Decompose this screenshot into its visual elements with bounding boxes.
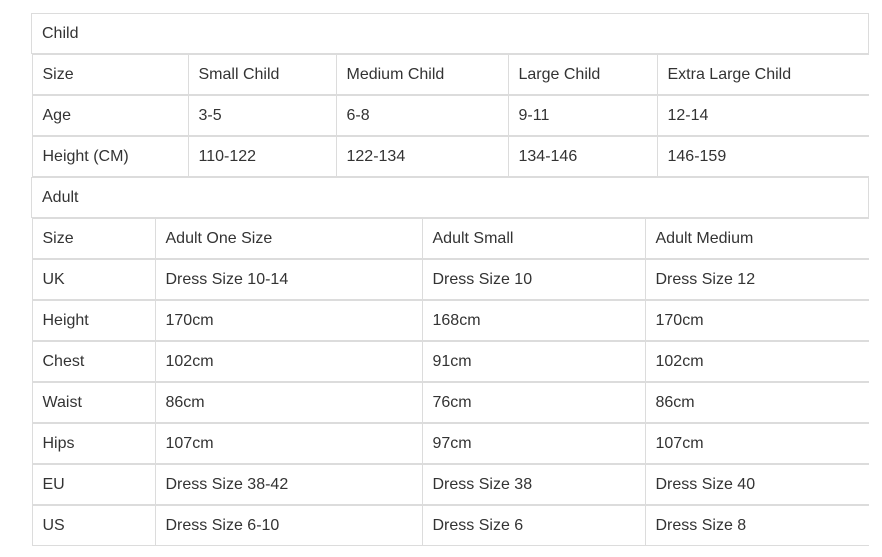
- child-cell: 12-14: [657, 96, 869, 136]
- adult-cell: 107cm: [645, 424, 869, 464]
- size-chart-table: [31, 13, 869, 546]
- adult-row-label: UK: [32, 260, 155, 300]
- child-row-label: Age: [32, 96, 188, 136]
- adult-cell: Dress Size 6: [422, 506, 645, 546]
- adult-cell: Dress Size 8: [645, 506, 869, 546]
- adult-row-label: EU: [32, 465, 155, 505]
- adult-cell: 170cm: [155, 301, 422, 341]
- adult-cell: Dress Size 38-42: [155, 465, 422, 505]
- adult-cell: 76cm: [422, 383, 645, 423]
- child-section-header-row: [32, 14, 869, 54]
- adult-section-header-row: [32, 178, 869, 218]
- child-cell: 3-5: [188, 96, 336, 136]
- adult-cell: Dress Size 40: [645, 465, 869, 505]
- child-size-row: [32, 54, 869, 96]
- child-section-label: Child: [32, 14, 869, 54]
- child-cell: Extra Large Child: [657, 55, 869, 95]
- adult-row-label: Size: [32, 219, 155, 259]
- child-cell: 6-8: [336, 96, 508, 136]
- adult-cell: 97cm: [422, 424, 645, 464]
- adult-cell: 91cm: [422, 342, 645, 382]
- adult-row-label: Waist: [32, 383, 155, 423]
- child-cell: 9-11: [508, 96, 657, 136]
- adult-cell: 86cm: [155, 383, 422, 423]
- adult-cell: Adult Medium: [645, 219, 869, 259]
- child-row-label: Size: [32, 55, 188, 95]
- child-cell: Large Child: [508, 55, 657, 95]
- adult-cell: Dress Size 38: [422, 465, 645, 505]
- child-cell: 146-159: [657, 137, 869, 177]
- adult-height-row: [32, 300, 869, 341]
- child-height-row: [32, 136, 869, 178]
- child-cell: 134-146: [508, 137, 657, 177]
- adult-cell: 102cm: [155, 342, 422, 382]
- adult-size-row: [32, 218, 869, 260]
- adult-hips-row: [32, 423, 869, 464]
- child-cell: 110-122: [188, 137, 336, 177]
- adult-cell: 170cm: [645, 301, 869, 341]
- child-cell: Medium Child: [336, 55, 508, 95]
- adult-row-label: US: [32, 506, 155, 546]
- adult-cell: Dress Size 10-14: [155, 260, 422, 300]
- adult-row-label: Hips: [32, 424, 155, 464]
- adult-cell: Adult One Size: [155, 219, 422, 259]
- adult-chest-row: [32, 341, 869, 382]
- adult-row-label: Height: [32, 301, 155, 341]
- adult-cell: Adult Small: [422, 219, 645, 259]
- child-age-row: [32, 95, 869, 136]
- adult-uk-row: [32, 259, 869, 300]
- child-cell: Small Child: [188, 55, 336, 95]
- adult-cell: 107cm: [155, 424, 422, 464]
- child-cell: 122-134: [336, 137, 508, 177]
- adult-us-row: [32, 505, 869, 546]
- child-row-label: Height (CM): [32, 137, 188, 177]
- adult-cell: 102cm: [645, 342, 869, 382]
- adult-section-label: Adult: [32, 178, 869, 218]
- adult-eu-row: [32, 464, 869, 505]
- adult-row-label: Chest: [32, 342, 155, 382]
- adult-cell: 86cm: [645, 383, 869, 423]
- adult-cell: Dress Size 6-10: [155, 506, 422, 546]
- adult-cell: Dress Size 10: [422, 260, 645, 300]
- adult-cell: 168cm: [422, 301, 645, 341]
- adult-cell: Dress Size 12: [645, 260, 869, 300]
- adult-waist-row: [32, 382, 869, 423]
